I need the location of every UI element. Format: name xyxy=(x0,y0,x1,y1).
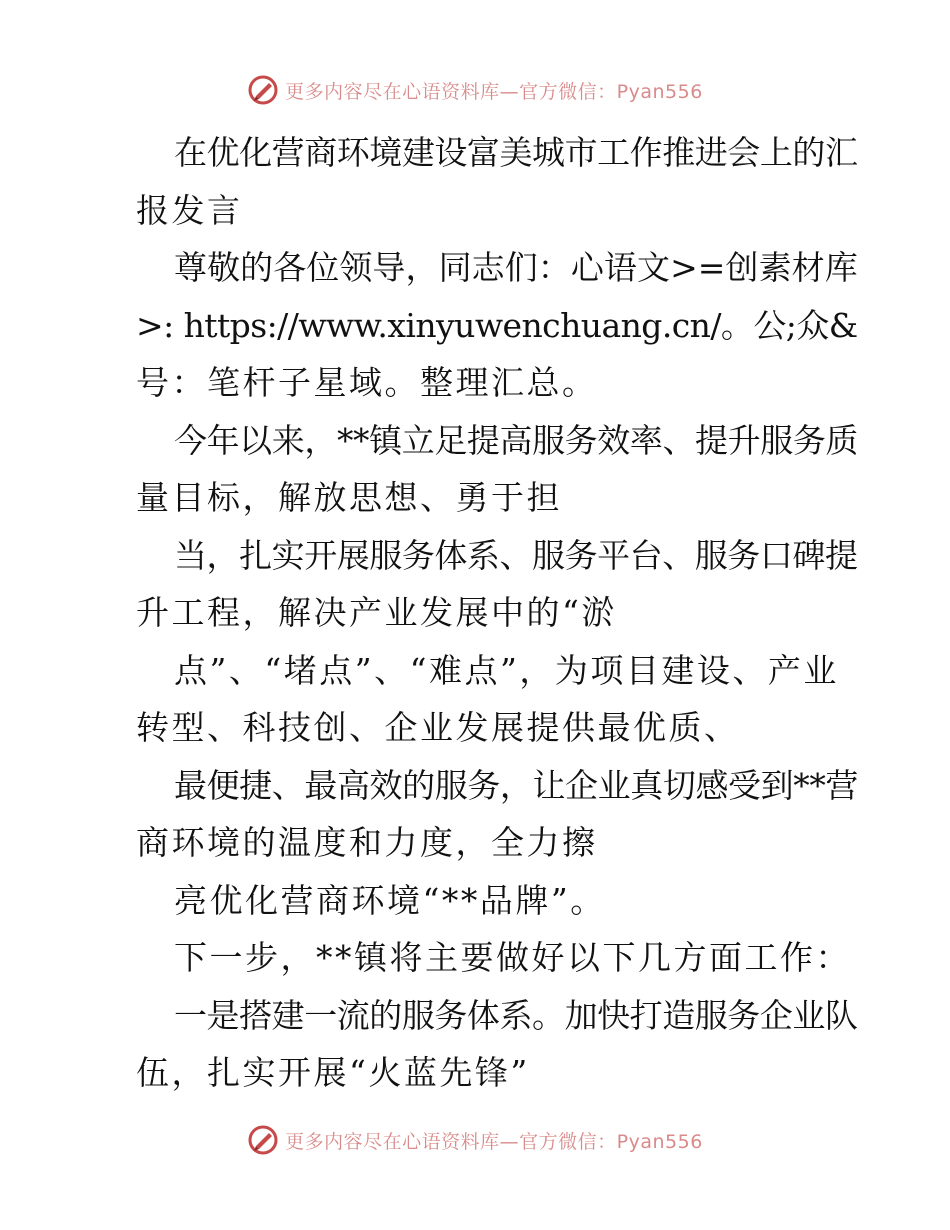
text-line: 尊敬的各位领导，同志们：心语文>=创素材库 xyxy=(174,248,858,287)
text-line: 号：笔杆子星域。整理汇总。 xyxy=(136,363,598,402)
pen-logo-icon xyxy=(247,74,279,106)
text-line: 伍，扎实开展“火蓝先锋” xyxy=(136,1053,530,1092)
text-line: 最便捷、最高效的服务，让企业真切感受到**营 xyxy=(174,765,858,805)
watermark-text: 更多内容尽在心语资料库—官方微信：Pyan556 xyxy=(285,80,703,103)
text-line: 当，扎实开展服务体系、服务平台、服务口碑提 xyxy=(174,535,858,575)
document-body xyxy=(98,124,858,1102)
text-line: 点”、“堵点”、“难点”，为项目建设、产业 xyxy=(174,650,839,690)
text-line: 亮优化营商环境“**品牌”。 xyxy=(174,880,606,920)
text-line: 在优化营商环境建设富美城市工作推进会上的汇 xyxy=(174,133,858,172)
watermark-header xyxy=(0,70,950,110)
text-line: 升工程，解决产业发展中的“淤 xyxy=(136,593,617,632)
text-line: 一是搭建一流的服务体系。加快打造服务企业队 xyxy=(174,995,858,1035)
text-line: 报发言 xyxy=(136,190,243,230)
document-text xyxy=(98,124,858,1102)
text-line: 商环境的温度和力度，全力擦 xyxy=(136,823,598,862)
watermark-footer xyxy=(0,1120,950,1160)
text-line: 下一步，**镇将主要做好以下几方面工作： xyxy=(174,938,851,977)
watermark-text: 更多内容尽在心语资料库—官方微信：Pyan556 xyxy=(285,1130,703,1153)
text-line: 量目标，解放思想、勇于担 xyxy=(136,478,562,517)
text-line: 今年以来，**镇立足提高服务效率、提升服务质 xyxy=(174,420,859,460)
pen-logo-icon xyxy=(247,1124,279,1156)
text-line: >: https://www.xinyuwenchuang.cn/。公;众& xyxy=(136,305,858,345)
text-line: 转型、科技创、企业发展提供最优质、 xyxy=(136,708,740,747)
